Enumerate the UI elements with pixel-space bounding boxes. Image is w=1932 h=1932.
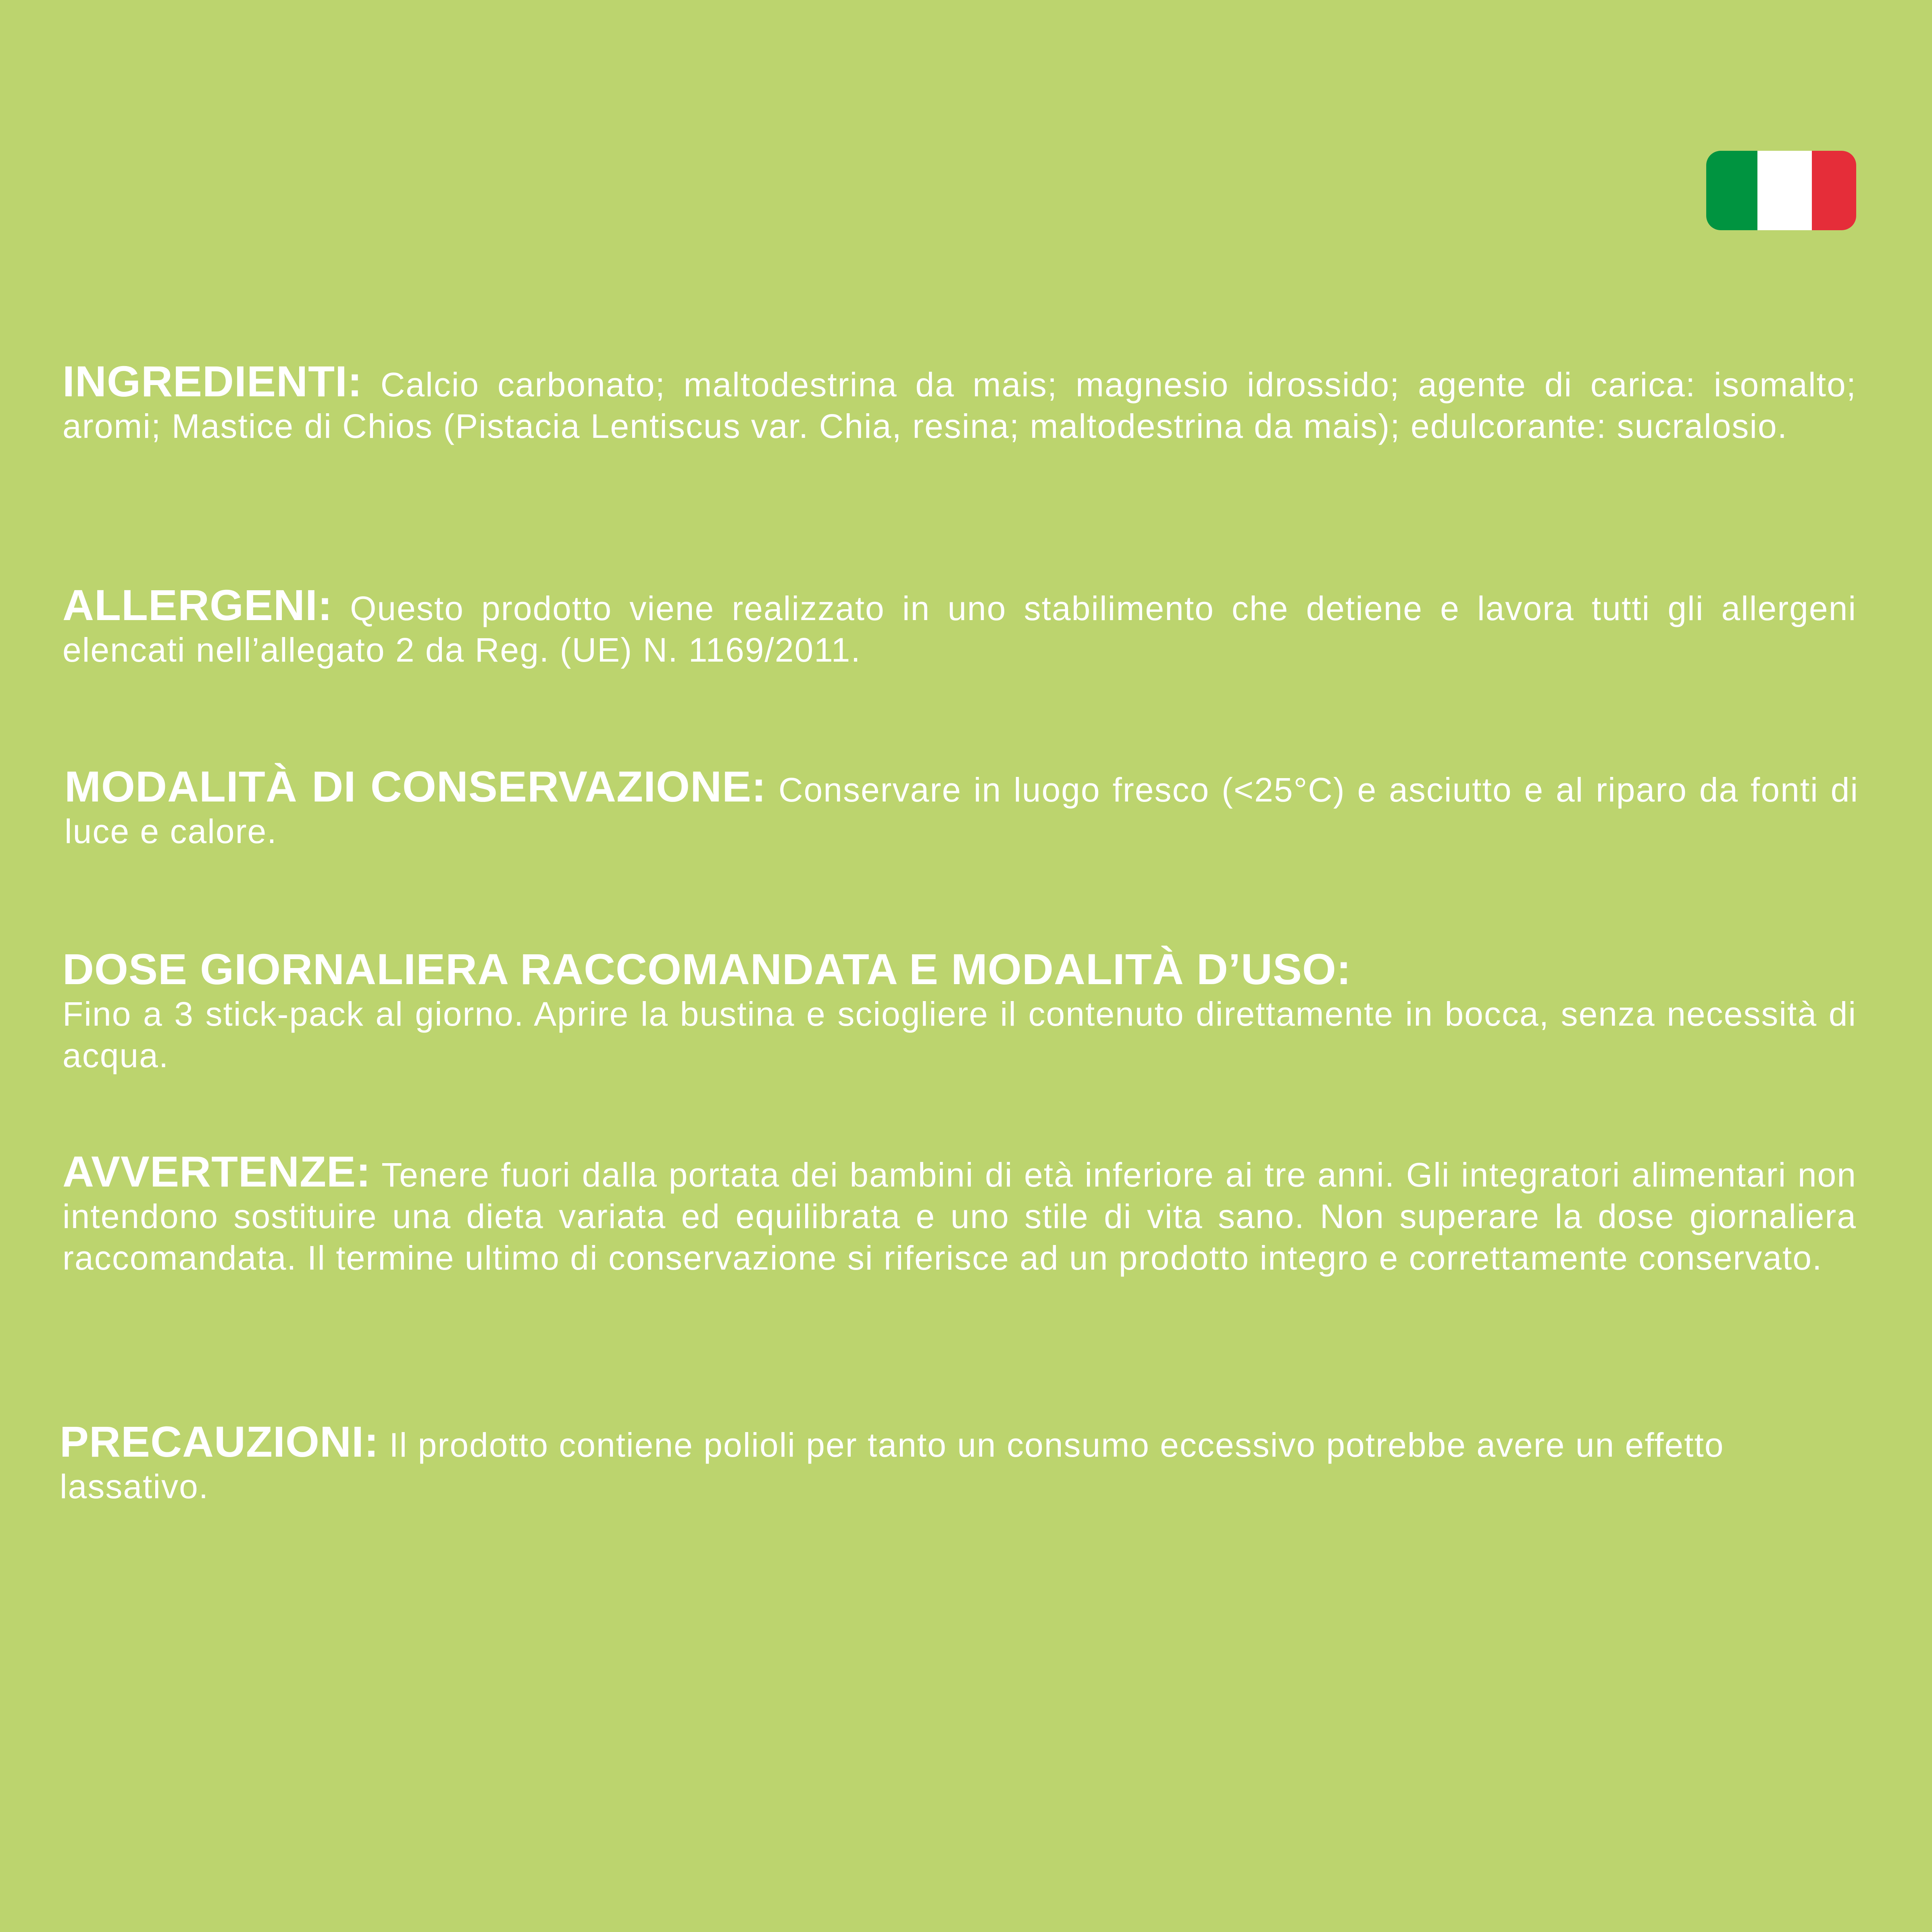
precautions-heading: PRECAUZIONI: — [60, 1417, 379, 1466]
italy-flag-icon — [1706, 151, 1856, 230]
storage-heading: MODALITÀ DI CONSERVAZIONE: — [65, 762, 766, 811]
allergens-section — [62, 581, 1857, 671]
ingredients-section — [62, 357, 1857, 447]
flag-white-band — [1757, 151, 1812, 230]
warnings-heading: AVVERTENZE: — [62, 1147, 371, 1196]
flag-green-band — [1706, 151, 1757, 230]
allergens-text: Questo prodotto viene realizzato in uno stabilimento che detiene e lavora tutti gli allergeni elencati nell’allegato 2 da Reg. (UE) N. 1169/2011. — [62, 589, 1857, 669]
dosage-text: Fino a 3 stick-pack al giorno. Aprire la bustina e sciogliere il contenuto direttamente in bocca, senza necessità di acqua. — [62, 995, 1857, 1074]
precautions-text: Il prodotto contiene polioli per tanto un consumo eccessivo potrebbe avere un effetto lassativo. — [60, 1426, 1724, 1505]
storage-section — [65, 762, 1859, 852]
allergens-heading: ALLERGENI: — [62, 581, 333, 629]
warnings-section — [62, 1147, 1857, 1279]
ingredients-text: Calcio carbonato; maltodestrina da mais; magnesio idrossido; agente di carica: isomalto; aromi; Mastice di Chios (Pistacia Lentiscus var. Chia, resina; maltodestrina da mais); edulcorante: sucralosio. — [62, 366, 1857, 445]
dosage-section — [62, 945, 1857, 1076]
precautions-section — [60, 1417, 1793, 1507]
dosage-heading: DOSE GIORNALIERA RACCOMANDATA E MODALITÀ D’USO: — [62, 945, 1351, 993]
flag-red-band — [1812, 151, 1856, 230]
ingredients-heading: INGREDIENTI: — [62, 357, 363, 406]
warnings-text: Tenere fuori dalla portata dei bambini di età inferiore ai tre anni. Gli integratori alimentari non intendono sostituire una dieta variata ed equilibrata e uno stile di vita sano. Non superare la dose giornaliera raccomandata. Il termine ultimo di conservazione si riferisce ad un prodotto integro e correttamente conservato. — [62, 1156, 1857, 1277]
storage-text: Conservare in luogo fresco (<25°C) e asciutto e al riparo da fonti di luce e calore. — [65, 771, 1859, 850]
